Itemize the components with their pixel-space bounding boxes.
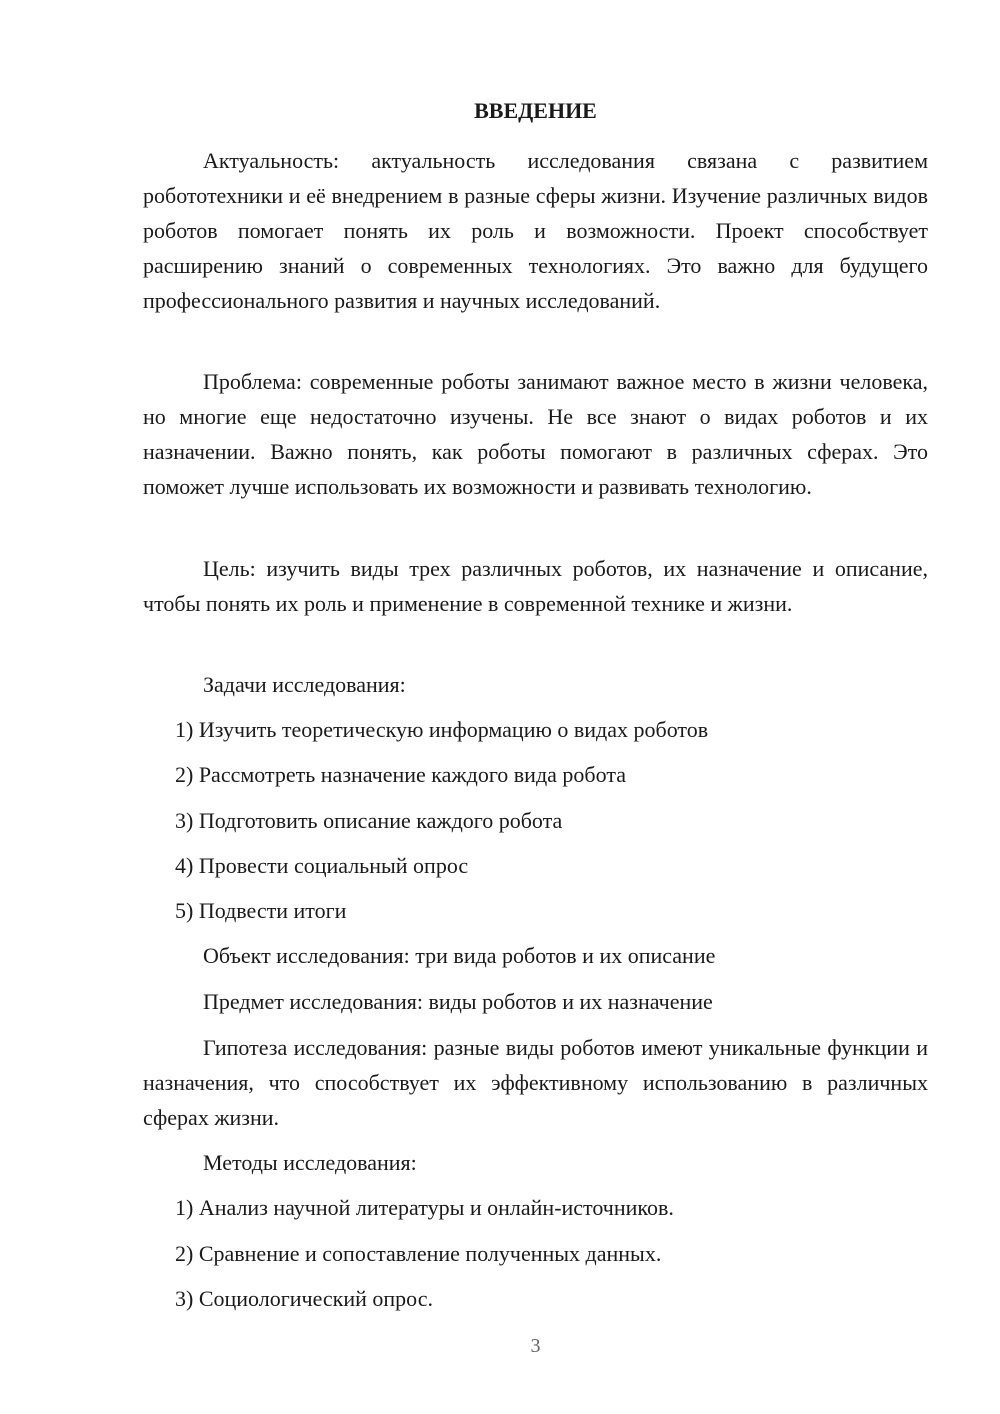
method-item: 3) Социологический опрос. [175, 1286, 433, 1311]
goal-paragraph: Цель: изучить виды трех различных роботов, их назначение и описание, чтобы понять их роль и применение в современной технике и жизни. [143, 556, 928, 616]
task-item: 3) Подготовить описание каждого робота [175, 808, 563, 833]
relevance-paragraph: Актуальность: актуальность исследования связана с развитием робототехники и её внедрением в разные сферы жизни. Изучение различных видов роботов помогает понять их роль и возможности. Проект способствует расширению знаний о современных технологиях. Это важно для будущего профессионального развития и научных исследований. [143, 148, 928, 313]
methods-heading: Методы исследования: [203, 1150, 417, 1175]
task-item: 2) Рассмотреть назначение каждого вида робота [175, 762, 626, 787]
research-object: Объект исследования: три вида роботов и их описание [203, 943, 716, 968]
task-item: 1) Изучить теоретическую информацию о видах роботов [175, 717, 709, 742]
task-item: 5) Подвести итоги [175, 898, 347, 923]
method-item: 1) Анализ научной литературы и онлайн-источников. [175, 1195, 674, 1220]
task-item: 4) Провести социальный опрос [175, 853, 469, 878]
page-number: 3 [530, 1335, 541, 1357]
problem-paragraph: Проблема: современные роботы занимают важное место в жизни человека, но многие еще недостаточно изучены. Не все знают о видах роботов и их назначении. Важно понять, как роботы помогают в различных сферах. Это поможет лучше использовать их возможности и развивать технологию. [143, 369, 928, 499]
section-title: ВВЕДЕНИЕ [474, 98, 597, 123]
hypothesis-paragraph: Гипотеза исследования: разные виды роботов имеют уникальные функции и назначения, что способствует их эффективному использованию в различных сферах жизни. [143, 1035, 928, 1130]
document-page [143, 0, 928, 1414]
tasks-heading: Задачи исследования: [203, 672, 406, 697]
method-item: 2) Сравнение и сопоставление полученных данных. [175, 1241, 662, 1266]
research-subject: Предмет исследования: виды роботов и их назначение [203, 989, 713, 1014]
